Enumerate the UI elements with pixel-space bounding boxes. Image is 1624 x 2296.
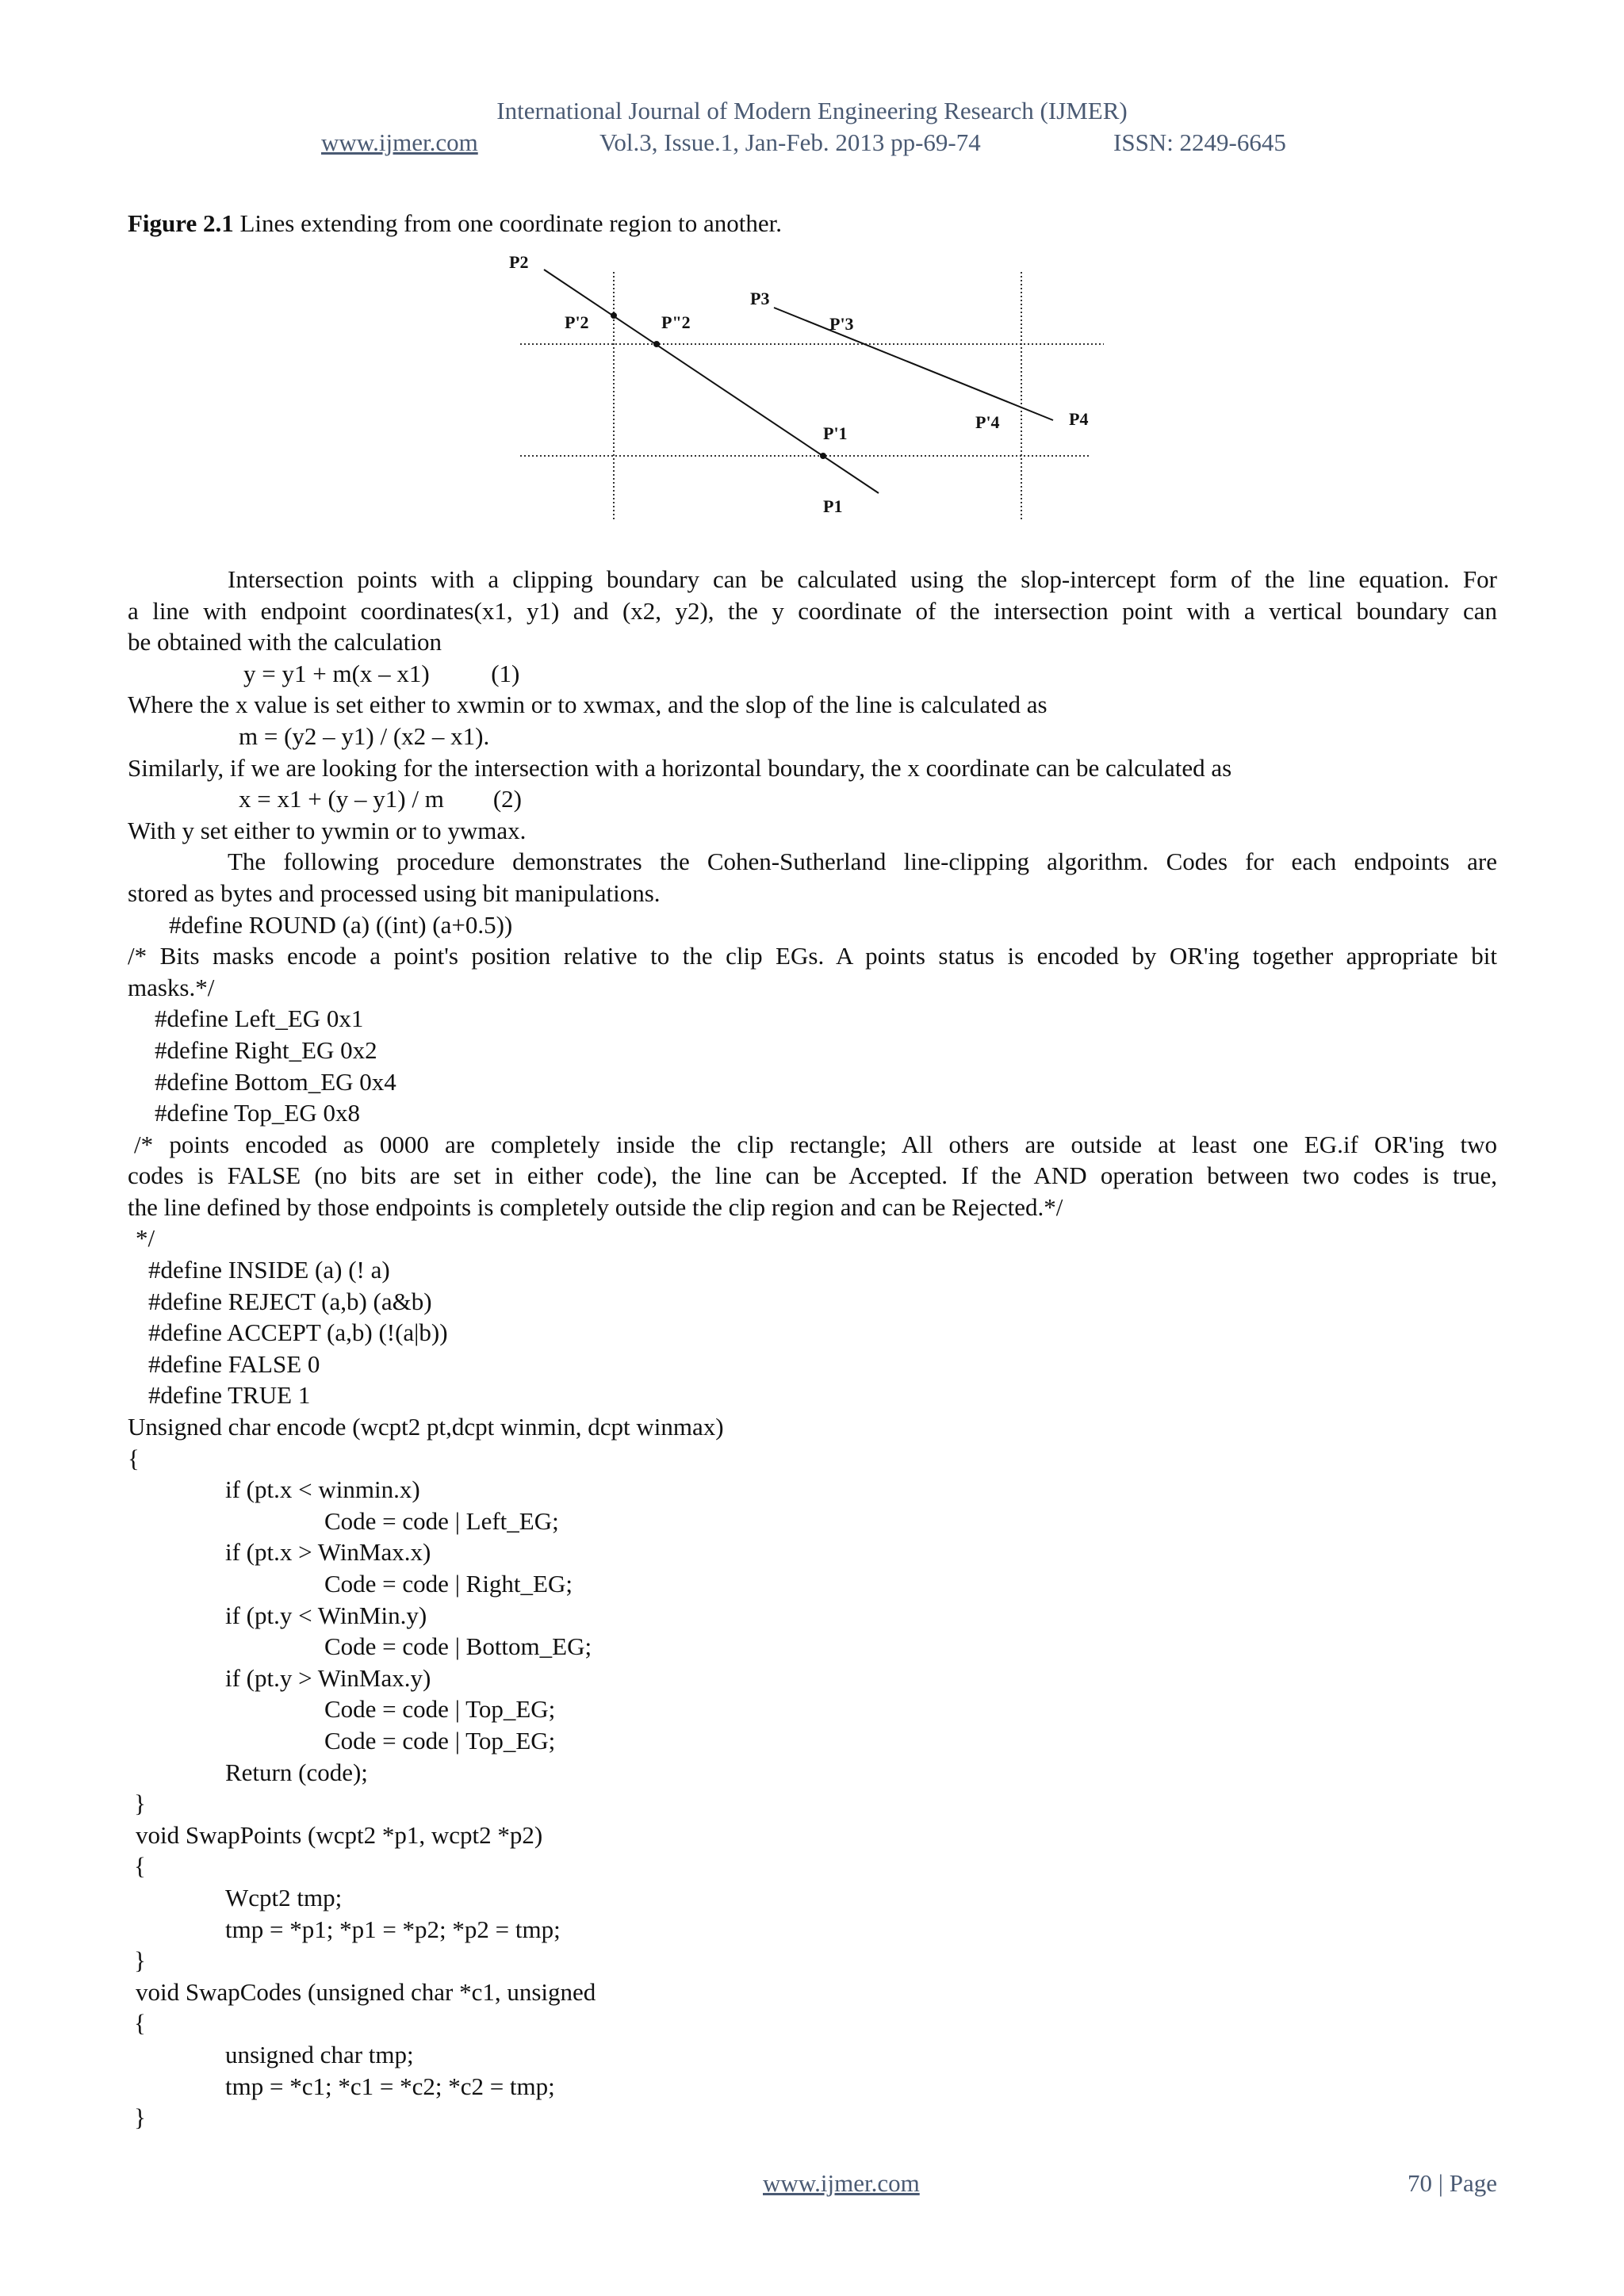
clipping-figure xyxy=(504,252,1107,530)
label-p1: P1 xyxy=(823,496,843,516)
code-line: Wcpt2 tmp; xyxy=(225,1883,343,1911)
code-line: } xyxy=(134,2103,146,2132)
code-line: #define Bottom_EG 0x4 xyxy=(155,1067,396,1096)
code-line: { xyxy=(134,2009,146,2038)
text-line: The following procedure demonstrates the Cohen-Sutherland line-clipping algorithm. Codes for each endpoints are xyxy=(228,848,1497,876)
label-p3-prime: P'3 xyxy=(829,314,854,334)
comment-line: codes is FALSE (no bits are set in either code), the line can be Accepted. If the AND operation between two codes is true, xyxy=(128,1161,1497,1190)
comment-line: masks.*/ xyxy=(128,973,215,1001)
code-line: Code = code | Bottom_EG; xyxy=(324,1632,592,1661)
text-line: stored as bytes and processed using bit manipulations. xyxy=(128,878,661,907)
code-line: tmp = *p1; *p1 = *p2; *p2 = tmp; xyxy=(225,1915,561,1943)
code-line: } xyxy=(134,1789,146,1818)
journal-title: International Journal of Modern Engineering Research (IJMER) xyxy=(496,97,1128,124)
header-website-link[interactable]: www.ijmer.com xyxy=(321,128,478,156)
label-p2-double-prime: P"2 xyxy=(661,312,691,332)
text-line: Where the x value is set either to xwmin or to xwmax, and the slop of the line is calculated as xyxy=(128,691,1048,719)
code-line: Code = code | Top_EG; xyxy=(324,1726,556,1755)
code-line: if (pt.y < WinMin.y) xyxy=(225,1601,427,1629)
figure-caption xyxy=(128,209,782,238)
code-line: #define ACCEPT (a,b) (!(a|b)) xyxy=(148,1318,448,1347)
label-p1-prime: P'1 xyxy=(823,423,848,443)
code-line: void SwapPoints (wcpt2 *p1, wcpt2 *p2) xyxy=(136,1820,543,1849)
code-line: #define Right_EG 0x2 xyxy=(155,1035,377,1064)
comment-line: */ xyxy=(136,1224,155,1253)
code-line: Return (code); xyxy=(225,1758,368,1786)
text-line: Intersection points with a clipping boundary can be calculated using the slop-intercept form of the line equation. For xyxy=(228,565,1497,593)
code-line: } xyxy=(134,1946,146,1975)
code-line: unsigned char tmp; xyxy=(225,2040,414,2068)
code-line: if (pt.x > WinMax.x) xyxy=(225,1538,431,1567)
point-p2-prime xyxy=(611,312,617,319)
code-line: #define Top_EG 0x8 xyxy=(155,1099,360,1127)
code-line: #define TRUE 1 xyxy=(148,1381,311,1410)
text-line: a line with endpoint coordinates(x1, y1) and (x2, y2), the y coordinate of the intersection point with a vertical boundary can xyxy=(128,596,1497,625)
code-line: if (pt.y > WinMax.y) xyxy=(225,1663,431,1692)
point-p2-double-prime xyxy=(653,341,660,347)
code-line: #define INSIDE (a) (! a) xyxy=(148,1256,390,1284)
code-line: Unsigned char encode (wcpt2 pt,dcpt winmin, dcpt winmax) xyxy=(128,1413,724,1441)
slope-equation: m = (y2 – y1) / (x2 – x1). xyxy=(239,721,490,750)
code-line: #define ROUND (a) ((int) (a+0.5)) xyxy=(169,910,513,939)
code-line: #define REJECT (a,b) (a&b) xyxy=(148,1287,432,1315)
code-line: #define Left_EG 0x1 xyxy=(155,1004,364,1033)
figure-label: Figure 2.1 xyxy=(128,209,234,237)
code-line: #define FALSE 0 xyxy=(148,1349,320,1378)
line-p2-p1 xyxy=(544,270,879,493)
label-p3: P3 xyxy=(750,289,770,308)
code-line: { xyxy=(128,1444,140,1472)
equation-2: x = x1 + (y – y1) / m (2) xyxy=(239,785,522,813)
footer-website-link[interactable]: www.ijmer.com xyxy=(763,2169,920,2197)
label-p4-prime: P'4 xyxy=(975,412,1000,432)
code-line: tmp = *c1; *c1 = *c2; *c2 = tmp; xyxy=(225,2072,555,2100)
header-volume: Vol.3, Issue.1, Jan-Feb. 2013 pp-69-74 xyxy=(599,128,981,156)
code-line: { xyxy=(134,1852,146,1881)
code-line: void SwapCodes (unsigned char *c1, unsigned xyxy=(136,1977,596,2006)
point-p1-prime xyxy=(820,453,826,459)
label-p2: P2 xyxy=(509,252,529,272)
comment-line: /* Bits masks encode a point's position relative to the clip EGs. A points status is encoded by OR'ing together appropriate bit xyxy=(128,942,1497,970)
text-line: be obtained with the calculation xyxy=(128,628,442,656)
text-line: Similarly, if we are looking for the intersection with a horizontal boundary, the x coordinate can be calculated as xyxy=(128,753,1232,782)
comment-line: the line defined by those endpoints is completely outside the clip region and can be Rejected.*/ xyxy=(128,1192,1063,1221)
label-p2-prime: P'2 xyxy=(565,312,589,332)
comment-line: /* points encoded as 0000 are completely inside the clip rectangle; All others are outside at least one EG.if OR'ing two xyxy=(134,1130,1497,1158)
equation-1: y = y1 + m(x – x1) (1) xyxy=(243,659,520,687)
code-line: Code = code | Top_EG; xyxy=(324,1695,556,1724)
body-text xyxy=(128,564,1497,2133)
line-p3-p4 xyxy=(774,308,1053,420)
header-issn: ISSN: 2249-6645 xyxy=(1113,128,1286,156)
figure-caption-text: Lines extending from one coordinate region to another. xyxy=(233,209,783,237)
code-line: Code = code | Left_EG; xyxy=(324,1506,559,1535)
text-line: With y set either to ywmin or to ywmax. xyxy=(128,816,527,844)
code-line: Code = code | Right_EG; xyxy=(324,1570,573,1598)
code-line: if (pt.x < winmin.x) xyxy=(225,1475,420,1504)
label-p4: P4 xyxy=(1069,409,1089,429)
footer-page-number: 70 | Page xyxy=(1408,2169,1497,2197)
